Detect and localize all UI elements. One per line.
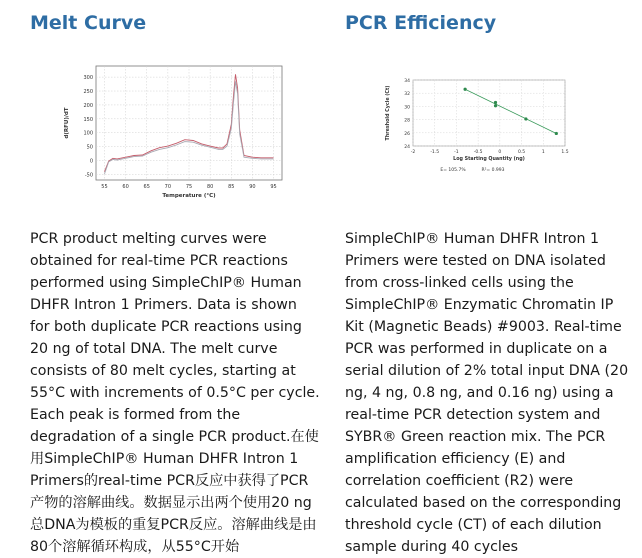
efficiency-r2-value: R²= 0.993 <box>481 168 505 173</box>
efficiency-y-tick-label: 28 <box>404 118 410 124</box>
efficiency-y-axis-label: Threshold Cycle (Ct) <box>386 85 391 141</box>
melt-x-tick-label: 65 <box>143 184 150 190</box>
efficiency-x-tick-label: -0.5 <box>473 150 483 155</box>
efficiency-x-tick-label: 1.5 <box>561 150 569 155</box>
efficiency-y-tick-label: 30 <box>404 105 410 111</box>
melt-y-tick-label: 50 <box>86 144 93 151</box>
efficiency-x-tick-label: -1.5 <box>430 150 440 155</box>
melt-x-tick-label: 95 <box>270 184 277 190</box>
pcr-efficiency-chart <box>375 70 575 200</box>
melt-y-tick-label: 150 <box>83 116 93 123</box>
melt-x-tick-label: 80 <box>206 184 214 190</box>
efficiency-data-point <box>464 88 467 91</box>
melt-y-tick-label: 200 <box>83 102 93 109</box>
efficiency-data-point <box>524 117 527 120</box>
melt-y-tick-label: 100 <box>83 130 93 137</box>
melt-curve-heading: Melt Curve <box>30 12 147 34</box>
pcr-efficiency-description: SimpleChIP® Human DHFR Intron 1 Primers were tested on DNA isolated from cross-linked cells using the SimpleChIP® Enzymatic Chromatin IP Kit (Magnetic Beads) #9003. Real-time PCR was performed in duplicate on a serial dilution of 2% total input DNA (20 ng, 4 ng, 0.8 ng, and 0.16 ng) using a real-time PCR detection system and SYBR® Green reaction mix. The PCR amplification efficiency (E) and correlation coefficient (R2) were calculated based on the corresponding threshold cycle (CT) of each dilution sample during 40 cycles <box>345 231 629 555</box>
efficiency-data-point <box>494 104 497 107</box>
efficiency-y-tick-label: 34 <box>404 79 410 84</box>
melt-x-tick-label: 85 <box>228 184 235 190</box>
melt-x-tick-label: 70 <box>164 184 172 190</box>
melt-x-tick-label: 90 <box>249 184 256 190</box>
efficiency-y-tick-label: 32 <box>404 92 410 98</box>
melt-x-tick-label: 75 <box>185 184 193 190</box>
pcr-efficiency-section <box>345 0 642 555</box>
melt-y-tick-label: 0 <box>89 158 93 165</box>
melt-x-tick-label: 60 <box>122 184 129 190</box>
efficiency-x-tick-label: 0.5 <box>517 150 526 155</box>
melt-y-tick-label: 300 <box>83 75 93 82</box>
efficiency-x-tick-label: -2 <box>410 150 416 155</box>
melt-x-tick-label: 55 <box>101 184 108 190</box>
efficiency-y-tick-label: 24 <box>404 145 410 150</box>
pcr-efficiency-heading: PCR Efficiency <box>345 12 497 34</box>
melt-curve-section <box>30 0 330 555</box>
efficiency-e-value: E= 105.7% <box>440 168 466 173</box>
efficiency-x-tick-label: -1 <box>454 150 459 155</box>
melt-x-axis-label: Temperature (°C) <box>162 193 216 199</box>
efficiency-plot-area <box>413 80 565 146</box>
melt-y-tick-label: -50 <box>84 172 93 179</box>
melt-y-tick-label: 250 <box>83 89 93 96</box>
efficiency-x-axis-label: Log Starting Quantity (ng) <box>453 157 525 162</box>
efficiency-x-tick-label: 1 <box>541 150 545 155</box>
melt-y-axis-label: d(RFU)/dT <box>64 107 70 139</box>
efficiency-data-point <box>494 101 497 104</box>
efficiency-x-tick-label: 0 <box>498 150 502 155</box>
efficiency-data-point <box>555 132 558 135</box>
efficiency-y-tick-label: 26 <box>404 131 410 137</box>
melt-curve-description: PCR product melting curves were obtained for real-time PCR reactions performed using SimpleChIP® Human DHFR Intron 1 Primers. Data is shown for both duplicate PCR reactions using 20 ng of total DNA. The melt curve consists of 80 melt cycles, starting at 55°C with increments of 0.5°C per cycle. Each peak is formed from the degradation of a single PCR product.在使用SimpleChIP® Human DHFR Intron 1 Primers的real-time PCR反应中获得了PCR产物的溶解曲线。数据显示出两个使用20 ng总DNA为模板的重复PCR反应。溶解曲线是由80个溶解循环构成，从55°C开始 <box>30 231 320 555</box>
melt-curve-chart <box>60 60 290 210</box>
